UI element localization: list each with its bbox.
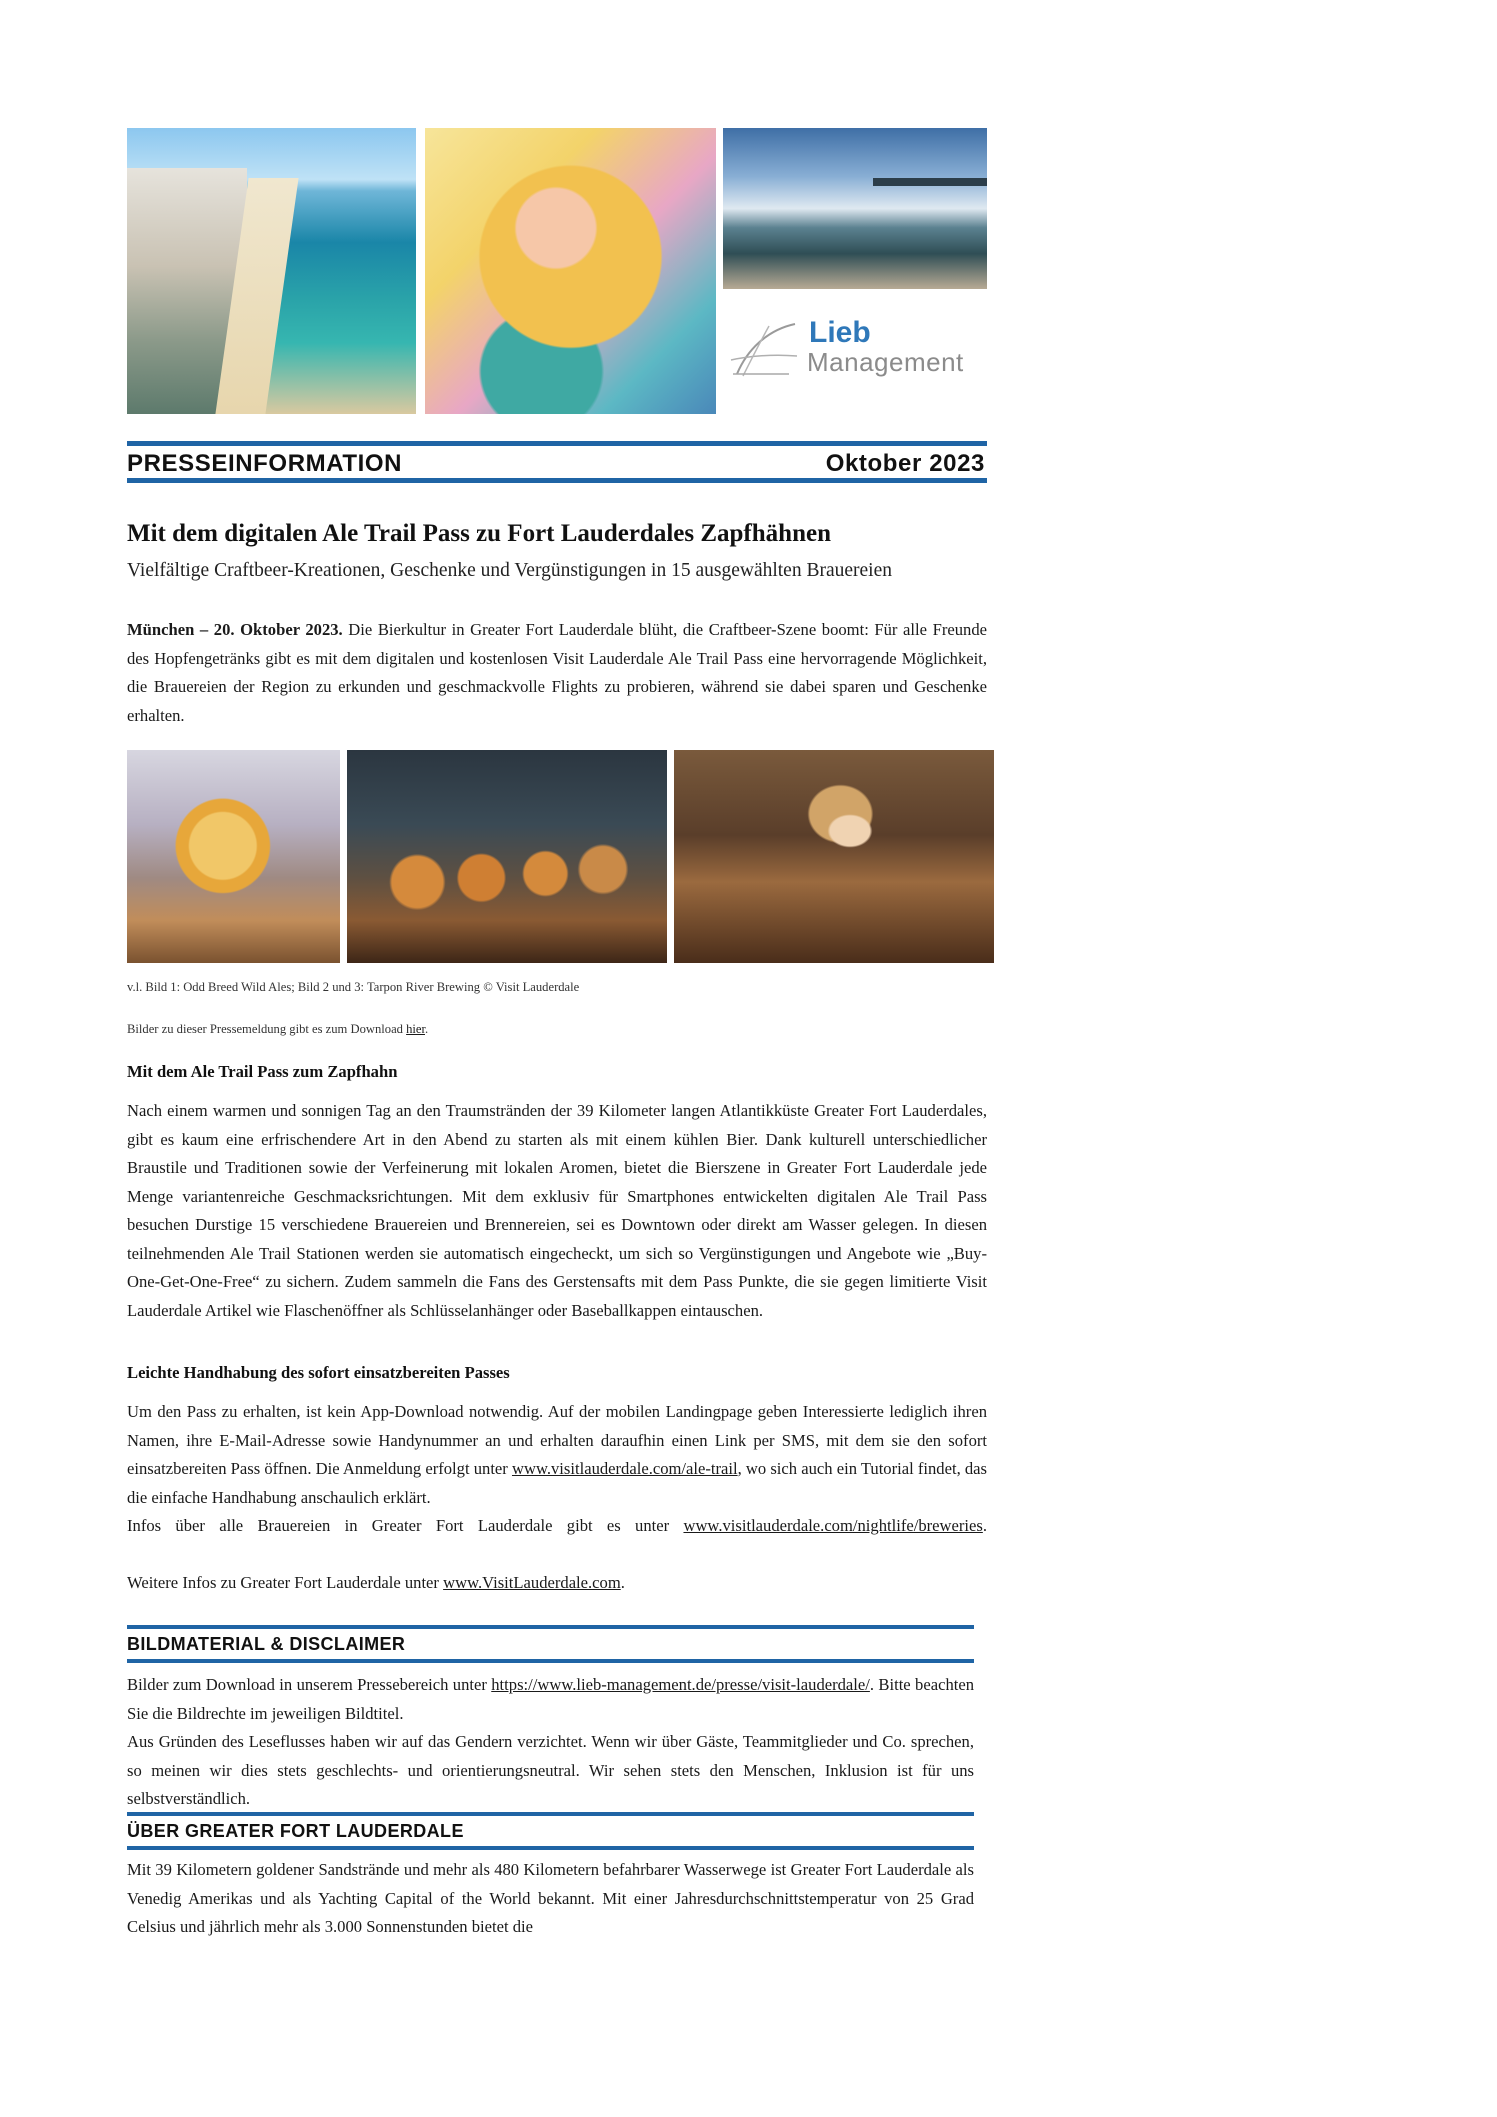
mermaid-mural-photo (425, 128, 716, 414)
breweries-info-text: Infos über alle Brauereien in Greater Fort Lauderdale gibt es unter (127, 1516, 684, 1535)
headline: Mit dem digitalen Ale Trail Pass zu Fort Lauderdales Zapfhähnen (127, 520, 831, 547)
header-image-collage (127, 128, 987, 414)
bildmaterial-heading: BILDMATERIAL & DISCLAIMER (127, 1634, 406, 1654)
download-note (127, 1022, 428, 1037)
section2-paragraph (127, 1398, 987, 1512)
brewery-tanks-photo (347, 750, 667, 963)
logo-word-management: Management (807, 347, 964, 377)
globe-arc-icon (729, 320, 799, 378)
about-heading: ÜBER GREATER FORT LAUDERDALE (127, 1821, 464, 1841)
download-link[interactable]: hier (406, 1022, 425, 1036)
bildmaterial-paragraph-1 (127, 1671, 974, 1728)
logo-word-lieb: Lieb (809, 316, 871, 349)
lead-paragraph (127, 616, 987, 730)
more-info-end: . (620, 1573, 625, 1592)
section2-text-end: , wo sich auch ein Tutorial findet, das die einfache Handhabung anschaulich erklärt. (127, 1459, 987, 1507)
pier-seascape-photo (723, 128, 987, 289)
disclaimer-paragraph: Aus Gründen des Leseflusses haben wir auf das Gendern verzichtet. Wenn wir über Gäste, Teammitglieder und Co. sprechen, so meinen wir dies stets geschlechts- und orientierungsneutral. Wir sehen stets den Menschen, Inklusion ist für uns selbstverständlich. (127, 1732, 974, 1808)
press-label: PRESSEINFORMATION (127, 450, 403, 477)
beer-glass-photo (127, 750, 340, 963)
more-info-paragraph (127, 1569, 987, 1598)
beach-aerial-photo (127, 128, 416, 414)
press-release-page (127, 128, 987, 1936)
breweries-link[interactable]: www.visitlauderdale.com/nightlife/breweries (683, 1516, 983, 1535)
download-text: Bilder zu dieser Pressemeldung gibt es zum Download (127, 1022, 407, 1036)
bildmaterial-section-bar (127, 1625, 974, 1663)
section2-heading: Leichte Handhabung des sofort einsatzbereiten Passes (127, 1363, 510, 1382)
lieb-management-logo (729, 314, 987, 384)
about-section-bar (127, 1812, 974, 1850)
download-period: . (425, 1022, 429, 1036)
press-date: Oktober 2023 (825, 450, 985, 477)
section2-text: Um den Pass zu erhalten, ist kein App-Download notwendig. Auf der mobilen Landingpage geben Interessierte lediglich ihren Namen, ihre E-Mail-Adresse sowie Handynummer an und erhalten daraufhin einen Link per SMS, mit dem sie den sofort einsatzbereiten Pass öffnen. Die Anmeldung erfolgt unter (127, 1402, 987, 1478)
brewery-image-row (127, 750, 995, 963)
ale-trail-link[interactable]: www.visitlauderdale.com/ale-trail (511, 1459, 738, 1478)
section1-paragraph: Nach einem warmen und sonnigen Tag an den Traumstränden der 39 Kilometer langen Atlantikküste Greater Fort Lauderdales, gibt es kaum eine erfrischendere Art in den Abend zu starten als mit einem kühlen Bier. Dank kulturell unterschiedlicher Braustile und Traditionen sowie der Verfeinerung mit lokalen Aromen, bietet die Bierszene in Greater Fort Lauderdale jede Menge variantenreiche Geschmacksrichtungen. Mit dem exklusiv für Smartphones entwickelten digitalen Ale Trail Pass besuchen Durstige 15 verschiedene Brauereien und Brennereien, sei es Downtown oder direkt am Wasser gelegen. In diesen teilnehmenden Ale Trail Stationen werden sie automatisch eingecheckt, um sich so Vergünstigungen und Angebote wie „Buy-One-Get-One-Free“ zu sichern. Zudem sammeln die Fans des Gerstensafts mit dem Pass Punkte, die sie gegen limitierte Visit Lauderdale Artikel wie Flaschenöffner als Schlüsselanhänger oder Baseballkappen eintauschen. (127, 1101, 987, 1320)
breweries-info-paragraph (127, 1512, 987, 1541)
image-caption: v.l. Bild 1: Odd Breed Wild Ales; Bild 2 und 3: Tarpon River Brewing © Visit Lauderdale (127, 980, 580, 994)
lead-text: Die Bierkultur in Greater Fort Lauderdale blüht, die Craftbeer-Szene boomt: Für alle Freunde des Hopfengetränks gibt es mit dem digitalen und kostenlosen Visit Lauderdale Ale Trail Pass eine hervorragende Möglichkeit, die Brauereien der Region zu erkunden und geschmackvolle Flights zu probieren, während sie dabei sparen und Geschenke erhalten. (127, 620, 987, 725)
press-area-link[interactable]: https://www.lieb-management.de/presse/visit-lauderdale/ (491, 1675, 870, 1694)
subheadline: Vielfältige Craftbeer-Kreationen, Geschenke und Vergünstigungen in 15 ausgewählten Brauereien (127, 560, 892, 581)
bildmaterial-text: Bilder zum Download in unserem Pressebereich unter (127, 1675, 492, 1694)
beer-flight-photo (674, 750, 994, 963)
breweries-info-end: . (982, 1516, 987, 1535)
bildmaterial-text-end: . Bitte beachten Sie die Bildrechte im jeweiligen Bildtitel. (127, 1675, 975, 1723)
section1-heading: Mit dem Ale Trail Pass zum Zapfhahn (127, 1062, 398, 1081)
about-paragraph: Mit 39 Kilometern goldener Sandstrände und mehr als 480 Kilometern befahrbarer Wasserwege ist Greater Fort Lauderdale als Venedig Amerikas und als Yachting Capital of the World bekannt. Mit einer Jahresdurchschnittstemperatur von 25 Grad Celsius und jährlich mehr als 3.000 Sonnenstunden bietet die (127, 1860, 974, 1936)
visitlauderdale-link[interactable]: www.VisitLauderdale.com (443, 1573, 621, 1592)
dateline: München – 20. Oktober 2023. (127, 620, 343, 639)
more-info-text: Weitere Infos zu Greater Fort Lauderdale unter (127, 1573, 444, 1592)
press-info-bar (127, 441, 987, 483)
